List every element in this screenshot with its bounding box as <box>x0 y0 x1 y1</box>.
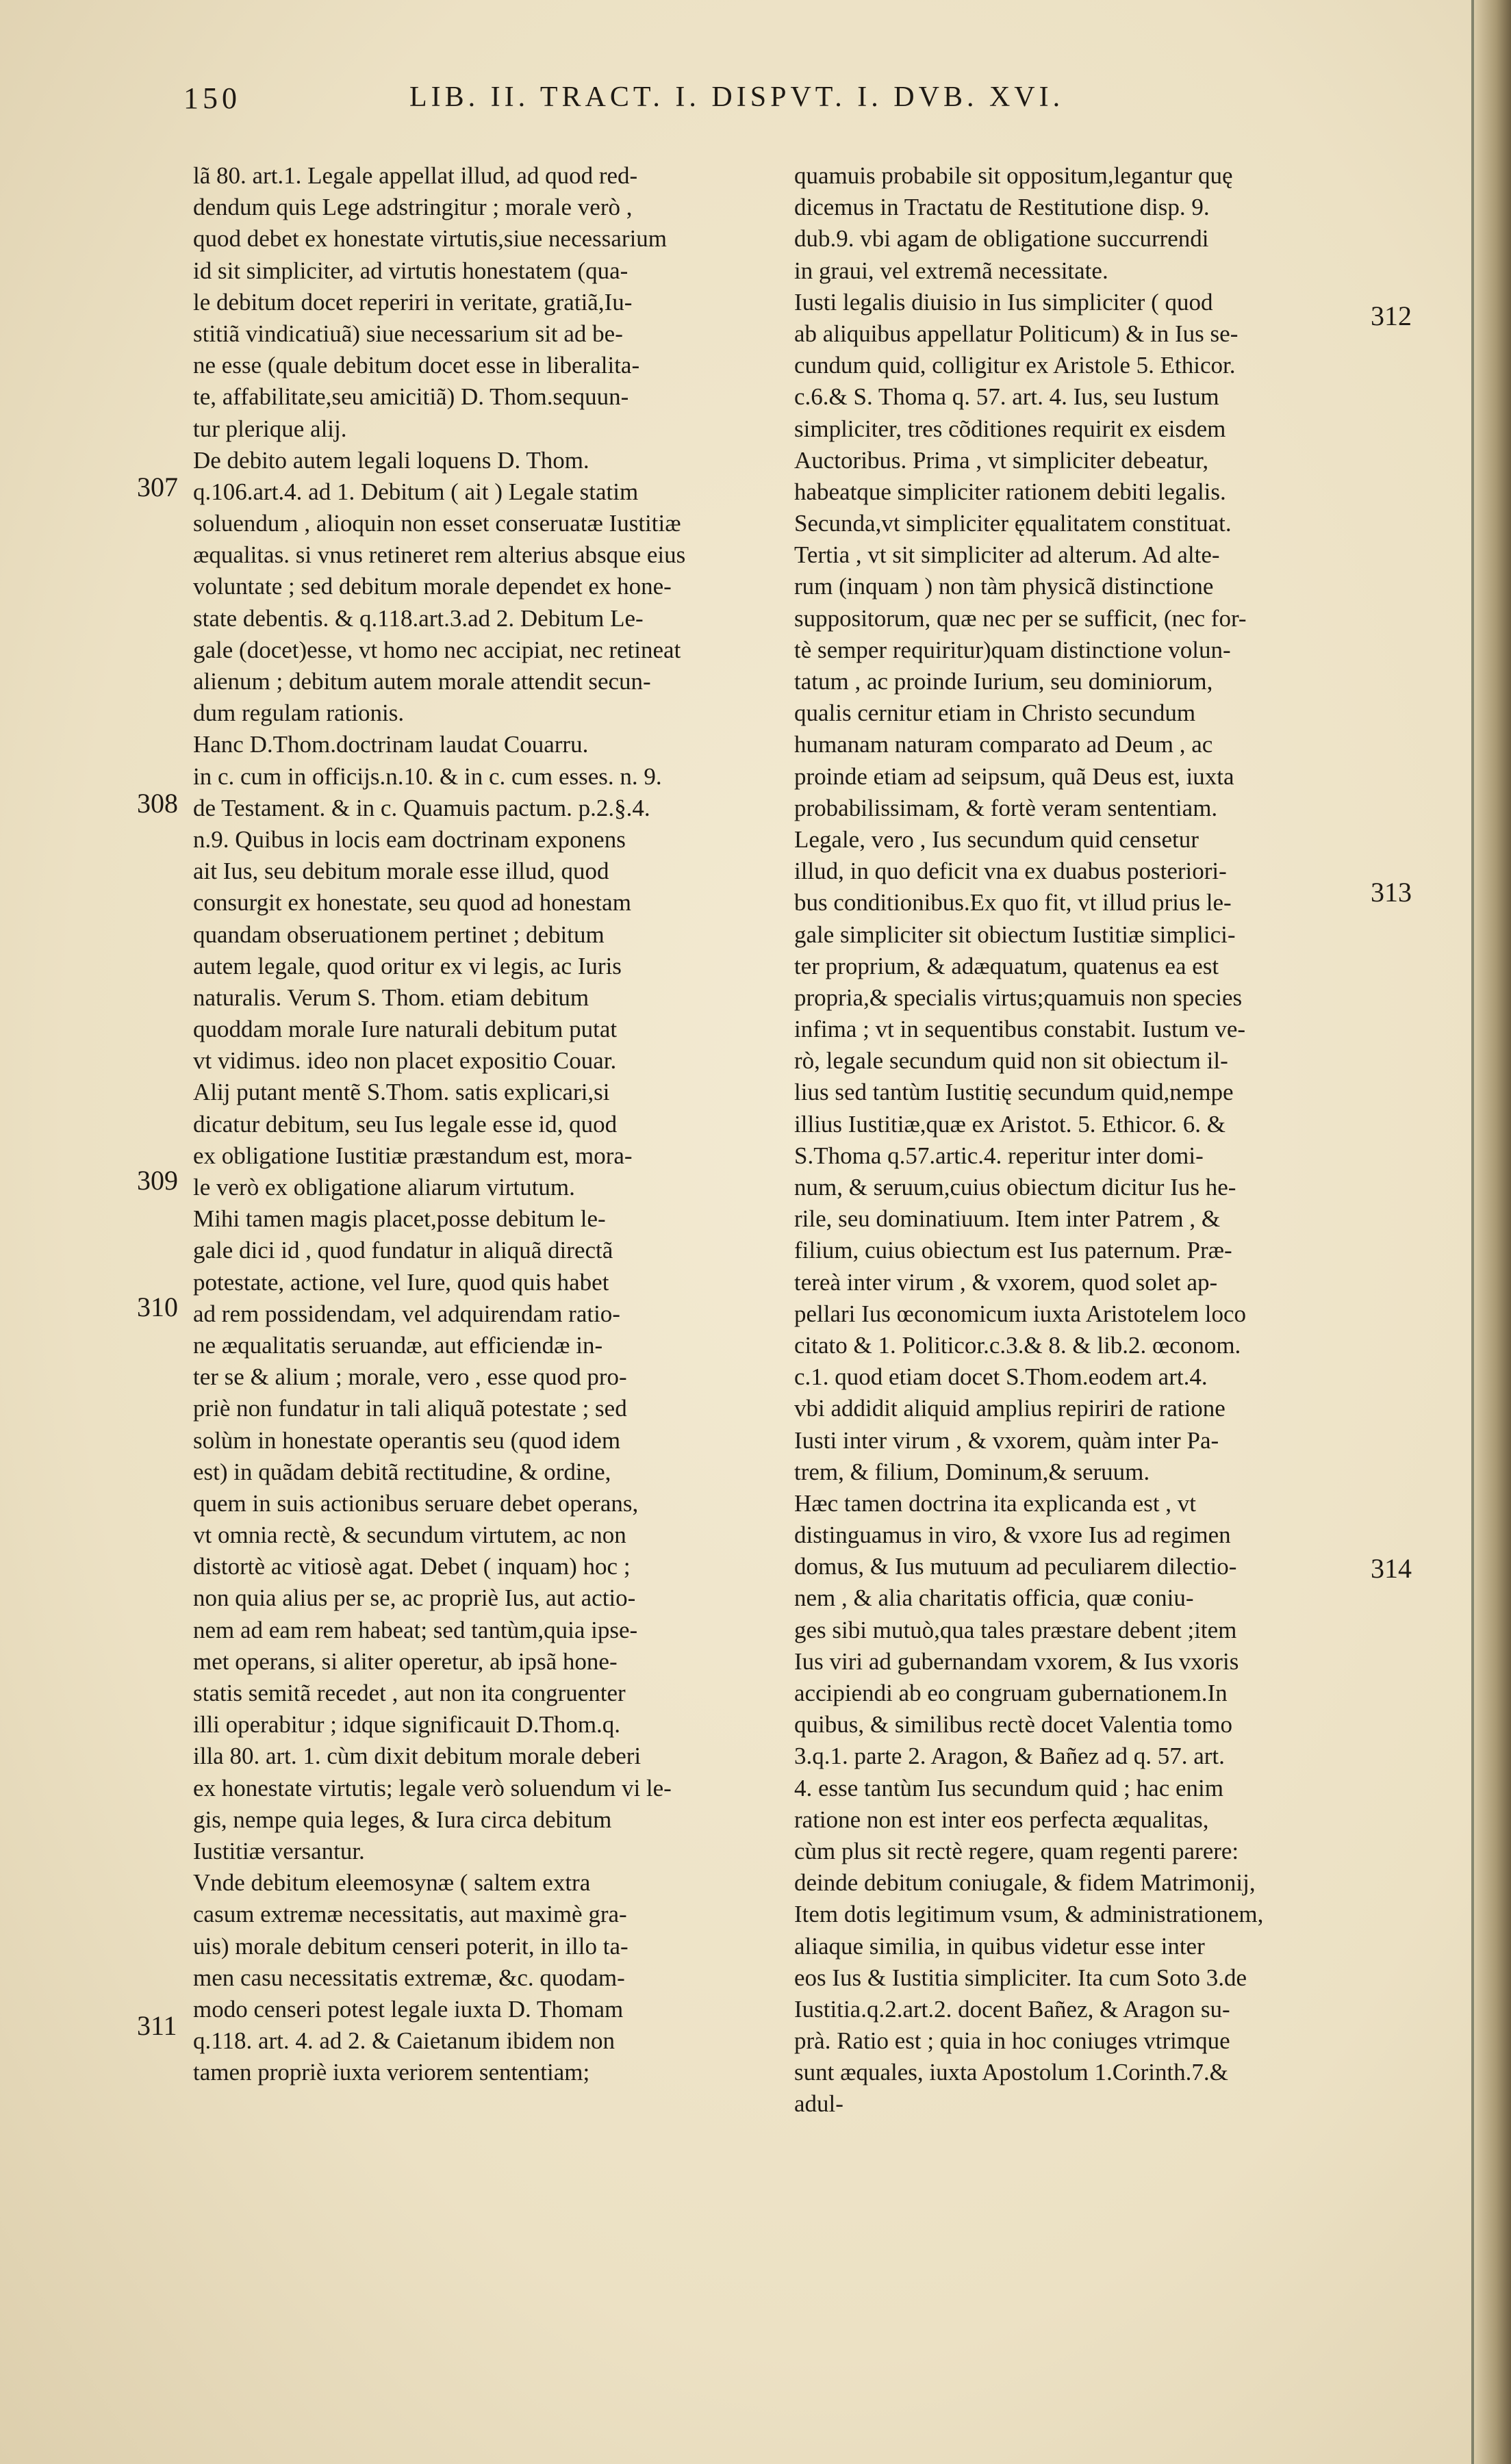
left-column-line: dendum quis Lege adstringitur ; morale verò , <box>193 194 633 221</box>
right-column-line: proinde etiam ad seipsum, quã Deus est, iuxta <box>794 762 1234 790</box>
left-column-line: vt vidimus. ideo non placet expositio Couar. <box>193 1047 617 1075</box>
left-column-line: soluendum , alioquin non esset conseruatæ Iustitiæ <box>193 510 681 537</box>
left-column-line: quod debet ex honestate virtutis,siue necessarium <box>193 225 668 253</box>
left-column-line: gale (docet)esse, vt homo nec accipiat, nec retineat <box>193 636 681 663</box>
right-column-line: Iustitia.q.2.art.2. docent Bañez, & Aragon su- <box>794 1995 1230 2023</box>
left-column-line: le verò ex obligatione aliarum virtutum. <box>193 1174 575 1201</box>
right-column-line: deinde debitum coniugale, & fidem Matrimonij, <box>794 1869 1256 1897</box>
right-column-line: nem , & alia charitatis officia, quæ coniu- <box>794 1584 1194 1612</box>
left-column-line: dicatur debitum, seu Ius legale esse id, quod <box>193 1110 618 1138</box>
left-column-line: distortè ac vitiosè agat. Debet ( inquam) hoc ; <box>193 1553 631 1580</box>
right-column-line: S.Thoma q.57.artic.4. reperitur inter domi- <box>794 1142 1204 1169</box>
left-column-line: ne esse (quale debitum docet esse in liberalita- <box>193 352 640 379</box>
right-column-line: cùm plus sit rectè regere, quam regenti parere: <box>794 1837 1239 1864</box>
right-column-line: dicemus in Tractatu de Restitutione disp. 9. <box>794 194 1210 221</box>
margin-number-310: 310 <box>137 1292 178 1322</box>
left-column-line: met operans, si aliter operetur, ab ipsã hone- <box>193 1647 618 1675</box>
right-column-line: Ius viri ad gubernandam vxorem, & Ius vxoris <box>794 1647 1239 1675</box>
left-column-line: ex obligatione Iustitiæ præstandum est, mora- <box>193 1142 633 1169</box>
right-column-line: propria,& specialis virtus;quamuis non species <box>794 984 1243 1011</box>
right-column-line: accipiendi ab eo congruam gubernationem.In <box>794 1680 1228 1706</box>
right-column-line: Tertia , vt sit simpliciter ad alterum. Ad alte- <box>794 541 1220 569</box>
left-column-line: De debito autem legali loquens D. Thom. <box>193 446 589 474</box>
right-column-line: illud, in quo deficit vna ex duabus posteriori- <box>794 858 1227 885</box>
right-column-line: cundum quid, colligitur ex Aristole 5. Ethicor. <box>794 352 1236 379</box>
left-column-line: æqualitas. si vnus retineret rem alterius absque eius <box>193 541 686 569</box>
right-column-line: probabilissimam, & fortè veram sententiam. <box>794 794 1218 821</box>
right-column-line: filium, cuius obiectum est Ius paternum. Præ- <box>794 1237 1232 1264</box>
left-column-line: quandam obseruationem pertinet ; debitum <box>193 921 605 948</box>
right-column-line: c.1. quod etiam docet S.Thom.eodem art.4. <box>794 1363 1208 1391</box>
left-column-line: le debitum docet reperiri in veritate, gratiã,Iu- <box>193 288 633 316</box>
right-column-line: suppositorum, quæ nec per se sufficit, (nec for- <box>794 604 1247 632</box>
left-column-line: quem in suis actionibus seruare debet operans, <box>193 1489 639 1517</box>
right-column-line: pellari Ius œconomicum iuxta Aristotelem loco <box>794 1300 1246 1327</box>
right-column-line: ges sibi mutuò,qua tales præstare debent ;item <box>794 1616 1237 1643</box>
right-column-line: citato & 1. Politicor.c.3.& 8. & lib.2. œconom. <box>794 1331 1241 1359</box>
left-column-line: tur plerique alij. <box>193 415 347 442</box>
left-column-line: alienum ; debitum autem morale attendit secun- <box>193 668 651 695</box>
left-column-line: id sit simpliciter, ad virtutis honestatem (qua- <box>193 257 628 284</box>
right-column-line: Hæc tamen doctrina ita explicanda est , vt <box>794 1489 1197 1517</box>
right-column-line: quamuis probabile sit oppositum,legantur quę <box>794 162 1233 189</box>
left-column-line: stitiã vindicatiuã) siue necessarium sit ad be- <box>193 320 623 347</box>
right-column-line: ter proprium, & adæquatum, quatenus ea est <box>794 952 1219 979</box>
right-column-line: Iusti legalis diuisio in Ius simpliciter ( quod <box>794 288 1213 316</box>
right-column-line: c.6.& S. Thoma q. 57. art. 4. Ius, seu Iustum <box>794 383 1219 411</box>
left-column-line: de Testament. & in c. Quamuis pactum. p.2.§.4. <box>193 794 650 821</box>
right-column-line: lius sed tantùm Iustitię secundum quid,nempe <box>794 1079 1234 1106</box>
left-column-line: state debentis. & q.118.art.3.ad 2. Debitum Le- <box>193 604 644 632</box>
right-column-line: qualis cernitur etiam in Christo secundum <box>794 700 1196 727</box>
right-column-line: tatum , ac proinde Iurium, seu dominiorum, <box>794 668 1213 695</box>
margin-number-307: 307 <box>137 472 178 502</box>
left-column-line: autem legale, quod oritur ex vi legis, ac Iuris <box>193 952 622 979</box>
left-column-line: ad rem possidendam, vel adquirendam ratio- <box>193 1300 620 1327</box>
left-column-line: illi operabitur ; idque significauit D.Thom.q. <box>193 1711 621 1738</box>
left-column-line: nem ad eam rem habeat; sed tantùm,quia ipse- <box>193 1616 638 1643</box>
left-column-line: men casu necessitatis extremæ, &c. quodam- <box>193 1964 625 1991</box>
right-column-line: bus conditionibus.Ex quo fit, vt illud prius le- <box>794 889 1232 916</box>
right-column-line: rile, seu dominatiuum. Item inter Patrem , & <box>794 1205 1221 1233</box>
left-column <box>193 160 768 2088</box>
right-column-line: ratione non est inter eos perfecta æqualitas, <box>794 1806 1209 1833</box>
right-column-line: sunt æquales, iuxta Apostolum 1.Corinth.7.& <box>794 2059 1228 2086</box>
right-column-line: ab aliquibus appellatur Politicum) & in Ius se- <box>794 320 1239 347</box>
left-column-line: non quia alius per se, ac propriè Ius, aut actio- <box>193 1584 636 1612</box>
right-column-line: prà. Ratio est ; quia in hoc coniuges vtrimque <box>794 2027 1230 2055</box>
left-column-line: illa 80. art. 1. cùm dixit debitum morale deberi <box>193 1743 642 1770</box>
right-column-line: rò, legale secundum quid non sit obiectum il- <box>794 1047 1228 1075</box>
left-column-line: Vnde debitum eleemosynæ ( saltem extra <box>193 1869 591 1897</box>
right-column-line: Item dotis legitimum vsum, & administrationem, <box>794 1901 1264 1928</box>
left-column-line: lã 80. art.1. Legale appellat illud, ad quod red- <box>193 162 638 189</box>
right-column-line: humanam naturam comparato ad Deum , ac <box>794 731 1213 758</box>
left-column-line: ex honestate virtutis; legale verò soluendum vi le- <box>193 1774 672 1801</box>
left-column-line: q.106.art.4. ad 1. Debitum ( ait ) Legale statim <box>193 478 639 505</box>
binding-edge <box>1471 0 1474 2464</box>
right-column-line: domus, & Ius mutuum ad peculiarem dilectio- <box>794 1553 1237 1580</box>
left-column-line: modo censeri potest legale iuxta D. Thomam <box>193 1995 624 2023</box>
left-column-line: solùm in honestate operantis seu (quod idem <box>193 1426 621 1454</box>
right-column-line: rum (inquam ) non tàm physicã distinctione <box>794 573 1214 600</box>
right-column-line: gale simpliciter sit obiectum Iustitiæ simplici- <box>794 921 1236 948</box>
right-column-line: dub.9. vbi agam de obligatione succurrendi <box>794 225 1209 253</box>
left-column-line: priè non fundatur in tali aliquã potestate ; sed <box>193 1395 627 1422</box>
right-column-line: habeatque simpliciter rationem debiti legalis. <box>794 478 1226 505</box>
left-column-line: uis) morale debitum censeri poterit, in illo ta- <box>193 1932 628 1960</box>
margin-number-311: 311 <box>137 2010 177 2041</box>
left-column-line: potestate, actione, vel Iure, quod quis habet <box>193 1268 609 1296</box>
left-column-line: Hanc D.Thom.doctrinam laudat Couarru. <box>193 731 589 758</box>
left-column-line: ter se & alium ; morale, vero , esse quod pro- <box>193 1363 627 1391</box>
right-column-line: illius Iustitiæ,quæ ex Aristot. 5. Ethicor. 6. & <box>794 1110 1226 1138</box>
right-column-line: num, & seruum,cuius obiectum dicitur Ius he- <box>794 1174 1236 1201</box>
left-column-line: ait Ius, seu debitum morale esse illud, quod <box>193 858 609 885</box>
margin-number-309: 309 <box>137 1165 178 1196</box>
right-column <box>794 160 1368 2120</box>
right-column-line: simpliciter, tres cõditiones requirit ex eisdem <box>794 415 1226 442</box>
right-column-line: eos Ius & Iustitia simpliciter. Ita cum Soto 3.de <box>794 1964 1247 1991</box>
right-column-line: 3.q.1. parte 2. Aragon, & Bañez ad q. 57. art. <box>794 1743 1225 1770</box>
left-column-line: in c. cum in officijs.n.10. & in c. cum esses. n. 9. <box>193 762 662 790</box>
page-gutter <box>1474 0 1511 2464</box>
left-column-line: est) in quãdam debitã rectitudine, & ordine, <box>193 1458 611 1485</box>
right-column-line: distinguamus in viro, & vxore Ius ad regimen <box>794 1522 1231 1549</box>
left-column-line: quoddam morale Iure naturali debitum putat <box>193 1016 618 1043</box>
left-column-line: voluntate ; sed debitum morale dependet ex hone- <box>193 573 672 600</box>
right-column-line: Auctoribus. Prima , vt simpliciter debeatur, <box>794 446 1209 474</box>
left-column-line: te, affabilitate,seu amicitiã) D. Thom.sequun- <box>193 383 629 411</box>
right-column-line: 4. esse tantùm Ius secundum quid ; hac enim <box>794 1774 1223 1801</box>
left-column-line: naturalis. Verum S. Thom. etiam debitum <box>193 984 589 1011</box>
margin-number-308: 308 <box>137 788 178 819</box>
left-column-line: statis semitã recedet , aut non ita congruenter <box>193 1680 626 1706</box>
left-column-line: casum extremæ necessitatis, aut maximè gra- <box>193 1901 627 1928</box>
margin-number-313: 313 <box>1371 877 1412 908</box>
right-column-line: Legale, vero , Ius secundum quid censetur <box>794 825 1199 853</box>
page-header <box>183 81 1347 129</box>
right-column-line: tereà inter virum , & vxorem, quod solet ap- <box>794 1268 1218 1296</box>
right-column-line: Secunda,vt simpliciter ęqualitatem constituat. <box>794 510 1232 537</box>
running-title: LIB. II. TRACT. I. DISPVT. I. DVB. XVI. <box>409 81 1065 113</box>
margin-number-312: 312 <box>1371 300 1412 331</box>
left-column-line: Alij putant mentẽ S.Thom. satis explicari,si <box>193 1079 610 1106</box>
left-column-line: Iustitiæ versantur. <box>193 1837 365 1864</box>
right-column-line: adul- <box>794 2090 843 2118</box>
right-column-line: trem, & filium, Dominum,& seruum. <box>794 1458 1150 1485</box>
left-column-line: Mihi tamen magis placet,posse debitum le- <box>193 1205 606 1233</box>
left-column-line: tamen propriè iuxta veriorem sententiam; <box>193 2059 590 2086</box>
right-column-line: in graui, vel extremã necessitate. <box>794 257 1108 284</box>
left-column-line: vt omnia rectè, & secundum virtutem, ac non <box>193 1522 626 1549</box>
left-column-line: gale dici id , quod fundatur in aliquã directã <box>193 1237 613 1264</box>
left-column-line: n.9. Quibus in locis eam doctrinam exponens <box>193 825 626 853</box>
left-column-line: q.118. art. 4. ad 2. & Caietanum ibidem non <box>193 2027 615 2055</box>
left-column-line: consurgit ex honestate, seu quod ad honestam <box>193 889 631 916</box>
right-column-line: aliaque similia, in quibus videtur esse inter <box>794 1932 1205 1960</box>
left-column-line: gis, nempe quia leges, & Iura circa debitum <box>193 1806 612 1833</box>
right-column-line: quibus, & similibus rectè docet Valentia tomo <box>794 1711 1232 1738</box>
left-column-line: dum regulam rationis. <box>193 700 405 727</box>
right-column-line: tè semper requiritur)quam distinctione volun- <box>794 636 1231 663</box>
left-column-line: ne æqualitatis seruandæ, aut efficiendæ in- <box>193 1331 603 1359</box>
margin-number-314: 314 <box>1371 1553 1412 1584</box>
page-number: 150 <box>183 81 241 115</box>
right-column-line: vbi addidit aliquid amplius repiriri de ratione <box>794 1395 1226 1422</box>
right-column-line: Iusti inter virum , & vxorem, quàm inter Pa- <box>794 1426 1219 1454</box>
right-column-line: infima ; vt in sequentibus constabit. Iustum ve- <box>794 1016 1246 1043</box>
